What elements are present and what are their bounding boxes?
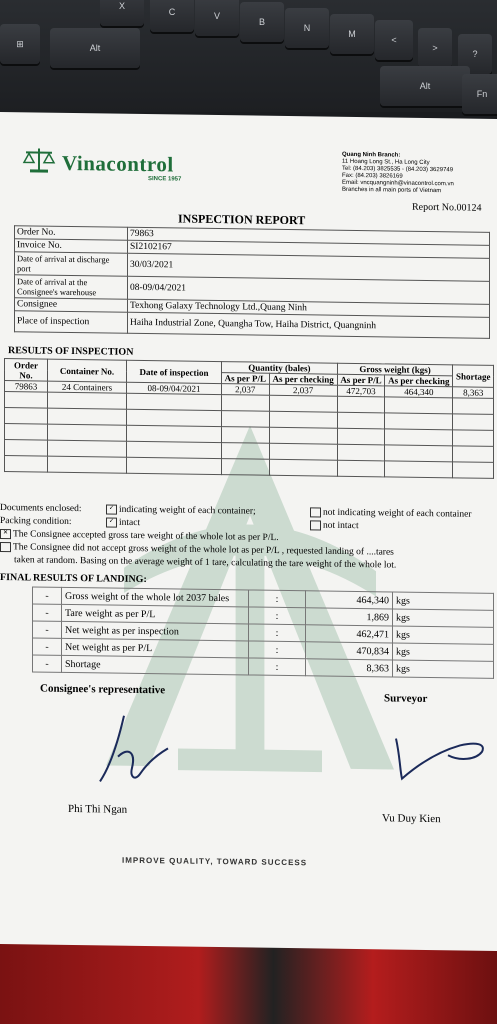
footer-slogan: IMPROVE QUALITY, TOWARD SUCCESS [122, 855, 308, 868]
cell-qty-check: 2,037 [269, 384, 337, 396]
indicating-option [106, 504, 256, 516]
checkbox-icon [0, 542, 11, 552]
row-dash: - [33, 655, 62, 672]
row-colon: : [249, 607, 306, 625]
landing-title: FINAL RESULTS OF LANDING: [0, 572, 147, 586]
surveyor-name: Vu Duy Kien [382, 812, 441, 826]
branch-address [342, 152, 492, 196]
row-colon: : [249, 658, 306, 676]
checkbox-icon: ✓ [106, 517, 117, 527]
packing-condition-label: Packing condition: [0, 516, 72, 527]
not-intact-label: not intact [323, 520, 359, 532]
row-colon: : [249, 590, 306, 608]
results-table [4, 358, 494, 479]
key-fn: Fn [462, 74, 497, 114]
not-accepted-continued: taken at random. Basing on the average weight of 1 tare, calculating the tare weight of the whole lot. [14, 555, 397, 571]
row-label: Shortage [62, 655, 249, 675]
row-unit: kgs [393, 626, 494, 644]
col-qty-checking: As per checking [269, 373, 337, 385]
surveyor-title: Surveyor [384, 692, 428, 705]
info-value: 08-09/04/2021 [128, 276, 490, 304]
key-c: C [150, 0, 194, 32]
checkbox-icon [310, 520, 321, 530]
vinacontrol-logo [22, 146, 56, 179]
branch-title: Quang Ninh Branch: [342, 151, 401, 159]
order-info-table [14, 225, 490, 339]
keyboard-background [0, 0, 497, 112]
row-dash: - [33, 621, 62, 638]
info-label: Date of arrival at the Consignee's warehouse [15, 275, 128, 300]
row-label: Gross weight of the whole lot 2037 bales [62, 587, 249, 607]
row-dash: - [33, 587, 62, 604]
col-date: Date of inspection [127, 360, 222, 383]
branch-line: Fax: (84.203) 3826169 [342, 172, 403, 180]
row-value: 8,363 [306, 659, 393, 677]
consignee-title: Consignee's representative [40, 682, 166, 697]
branch-line: Branches in all main ports of Vietnam [342, 186, 442, 195]
info-value: 79863 [128, 227, 490, 245]
surveyor-signature [390, 722, 490, 793]
since-label: SINCE 1957 [148, 176, 182, 183]
info-value: Haiha Industrial Zone, Quangha Tow, Haiha District, Quangninh [128, 312, 490, 338]
results-section-title: RESULTS OF INSPECTION [8, 345, 134, 358]
cell-container-no: 24 Containers [48, 381, 127, 393]
cell-qty-pl: 2,037 [222, 384, 270, 396]
row-unit: kgs [393, 643, 494, 661]
col-order-no: Order No. [5, 359, 48, 382]
branch-line: Tel: (84.203) 3825535 - (84.203) 3629749 [342, 165, 454, 174]
cell-shortage: 8,363 [453, 387, 494, 399]
not-indicating-label: not indicating weight of each container [323, 507, 472, 520]
info-label: Place of inspection [15, 311, 128, 334]
intact-option [106, 517, 140, 528]
row-dash: - [33, 638, 62, 655]
cell-date: 08-09/04/2021 [127, 382, 222, 394]
documents-enclosed-label: Documents enclosed: [0, 503, 82, 515]
col-container-no: Container No. [48, 359, 127, 382]
cell-order-no: 79863 [5, 381, 48, 393]
row-dash: - [33, 604, 62, 621]
checkbox-icon: ✓ [106, 504, 117, 514]
key-n: N [285, 8, 329, 48]
report-number: Report No.00124 [412, 201, 482, 214]
checkbox-icon [310, 507, 321, 517]
col-gross-weight: Gross weight (kgs) [337, 363, 453, 376]
col-quantity: Quantity (bales) [222, 362, 338, 375]
key-comma: < [375, 20, 413, 60]
indicating-label: indicating weight of each container; [119, 504, 256, 517]
row-label: Tare weight as per P/L [62, 604, 249, 624]
cell-gross-check: 464,340 [385, 386, 453, 398]
branch-line: Email: vncquangninh@vinacontrol.com.vn [342, 179, 454, 188]
row-colon: : [249, 641, 306, 659]
col-gross-pl: As per P/L [337, 374, 385, 386]
key-x: X [100, 0, 144, 26]
scales-logo-icon [22, 146, 56, 174]
key-period: > [418, 28, 452, 68]
col-shortage: Shortage [453, 365, 494, 388]
checkbox-icon: ✕ [0, 529, 11, 539]
key-alt-left: Alt [50, 28, 140, 68]
col-gross-checking: As per checking [385, 375, 453, 387]
landing-results-table [32, 586, 494, 678]
info-label: Consignee [15, 298, 128, 313]
key-slash: ? [458, 34, 492, 74]
row-label: Net weight as per inspection [62, 621, 249, 641]
not-accepted-label: The Consignee did not accept gross weight of the whole lot as per P/L , requested landing of ....tares [13, 542, 394, 558]
info-label: Invoice No. [15, 239, 128, 254]
brand-name: Vinacontrol [62, 150, 174, 177]
key-m: M [330, 14, 374, 54]
info-label: Date of arrival at discharge port [15, 252, 128, 277]
row-value: 470,834 [306, 642, 393, 660]
col-qty-pl: As per P/L [222, 373, 270, 385]
key-v: V [195, 0, 239, 36]
consignee-name: Phi Thi Ngan [68, 802, 128, 816]
row-value: 464,340 [306, 591, 393, 609]
not-intact-option [310, 520, 359, 531]
cell-gross-pl: 472,703 [337, 385, 385, 397]
page-title: INSPECTION REPORT [178, 211, 306, 228]
accepted-label: The Consignee accepted gross tare weight of the whole lot as per P/L. [13, 529, 279, 544]
row-value: 1,869 [306, 608, 393, 626]
row-unit: kgs [393, 609, 494, 627]
inspection-report-paper [0, 112, 497, 951]
row-value: 462,471 [306, 625, 393, 643]
row-unit: kgs [393, 592, 494, 610]
row-label: Net weight as per P/L [62, 638, 249, 658]
intact-label: intact [119, 517, 141, 529]
info-value: SI2102167 [128, 240, 490, 258]
branch-line: 11 Hoang Long St., Ha Long City [342, 158, 430, 166]
row-unit: kgs [393, 660, 494, 678]
key-alt-right: Alt [380, 66, 470, 106]
windows-key-icon: ⊞ [0, 24, 40, 64]
info-label: Order No. [15, 226, 128, 241]
info-value: Texhong Galaxy Technology Ltd.,Quang Ninh [128, 299, 490, 317]
consignee-signature [88, 711, 178, 792]
key-b: B [240, 2, 284, 42]
info-value: 30/03/2021 [128, 253, 490, 281]
row-colon: : [249, 624, 306, 642]
